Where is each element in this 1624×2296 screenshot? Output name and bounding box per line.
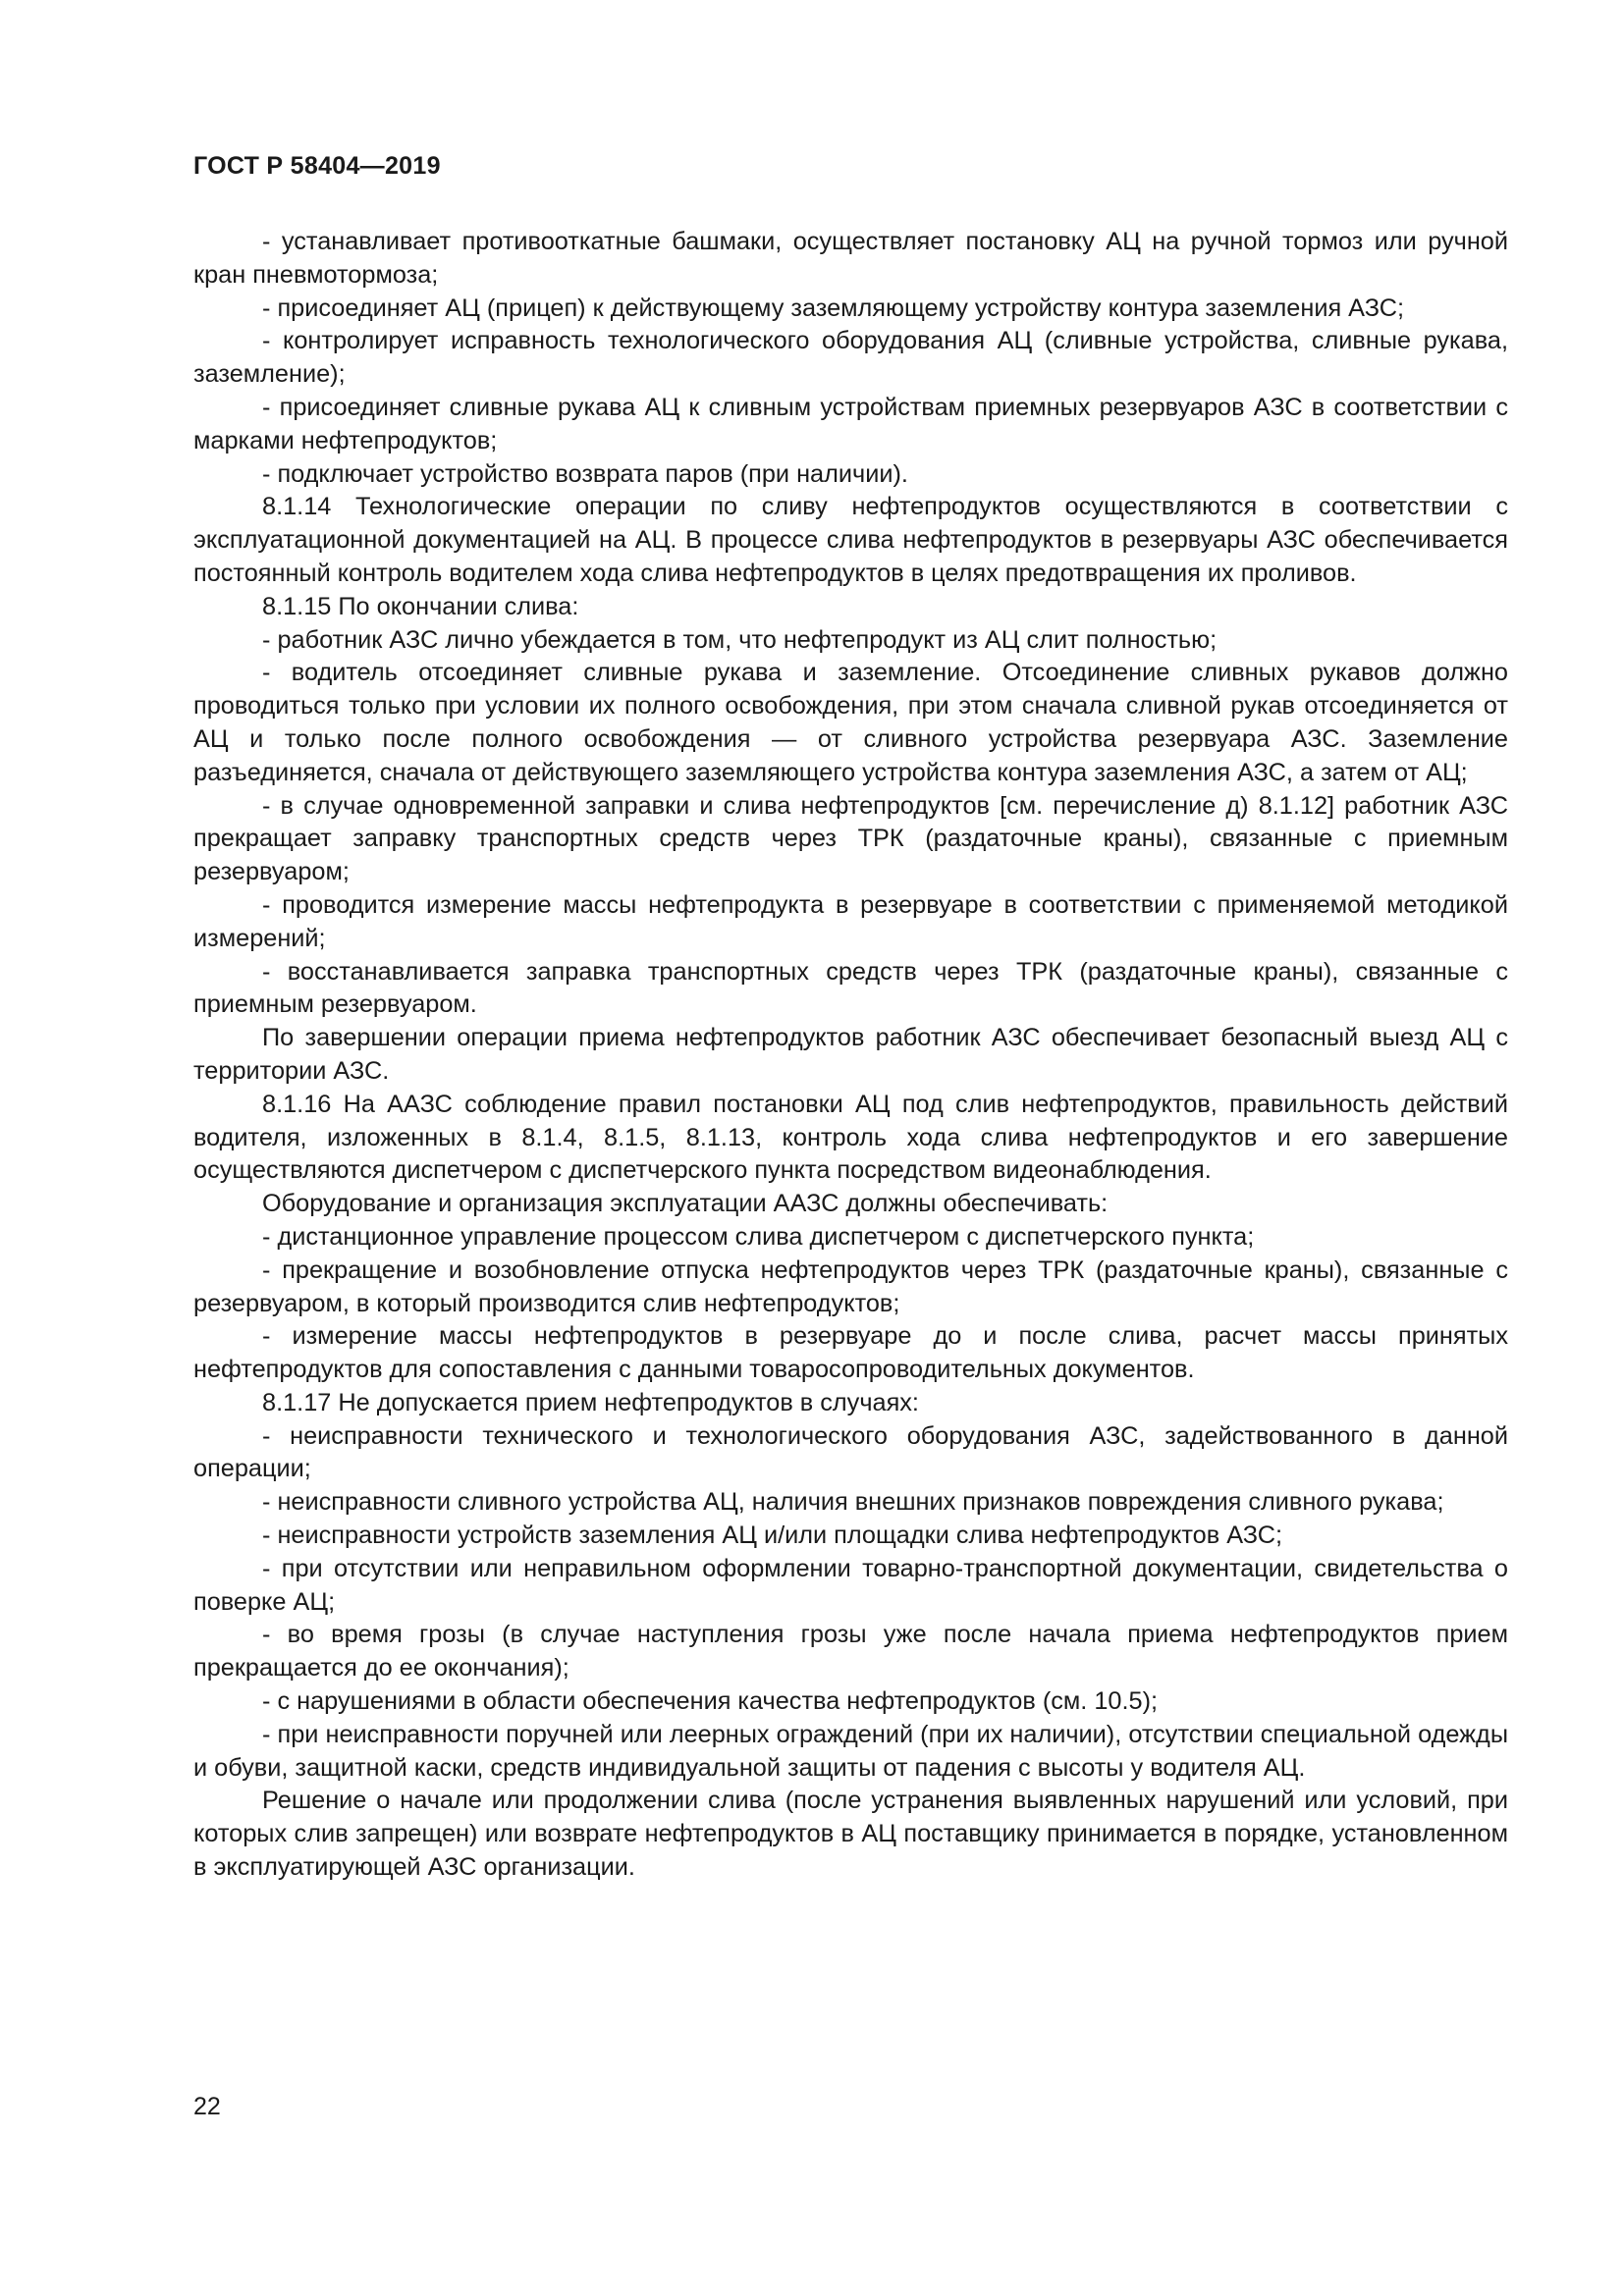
paragraph: - восстанавливается заправка транспортных средств через ТРК (раздаточные краны), связанные с приемным резервуаром. — [193, 957, 1508, 1019]
paragraph: По завершении операции приема нефтепродуктов работник АЗС обеспечивает безопасный выезд АЦ с территории АЗС. — [193, 1024, 1508, 1085]
paragraph: 8.1.15 По окончании слива: — [262, 592, 579, 620]
paragraph: - присоединяет АЦ (прицеп) к действующему заземляющему устройству контура заземления АЗС; — [262, 294, 1405, 322]
paragraph: Решение о начале или продолжении слива (после устранения выявленных нарушений или условий, при которых слив запрещен) или возврате нефтепродуктов в АЦ поставщику принимается в порядке, установленном в эксплуатирующей АЗС организации. — [193, 1787, 1508, 1882]
paragraph: - дистанционное управление процессом слива диспетчером с диспетчерского пункта; — [262, 1222, 1255, 1251]
paragraph: - при отсутствии или неправильном оформлении товарно-транспортной документации, свидетельства о поверке АЦ; — [193, 1554, 1508, 1616]
page-number: 22 — [193, 2093, 221, 2120]
paragraph: - во время грозы (в случае наступления грозы уже после начала приема нефтепродуктов прием прекращается до ее окончания); — [193, 1621, 1508, 1682]
document-header: ГОСТ Р 58404—2019 — [193, 152, 441, 180]
paragraph: 8.1.14 Технологические операции по сливу нефтепродуктов осуществляются в соответствии с эксплуатационной документацией на АЦ. В процессе слива нефтепродуктов в резервуары АЗС обеспечивается постоянный контроль водителем хода слива нефтепродуктов в целях предотвращения их проливов. — [193, 493, 1508, 587]
paragraph: - с нарушениями в области обеспечения качества нефтепродуктов (см. 10.5); — [262, 1687, 1159, 1716]
paragraph: - неисправности технического и технологического оборудования АЗС, задействованного в данной операции; — [193, 1421, 1508, 1483]
paragraph: - прекращение и возобновление отпуска нефтепродуктов через ТРК (раздаточные краны), связанные с резервуаром, в который производится слив нефтепродуктов; — [193, 1255, 1508, 1317]
paragraph: - подключает устройство возврата паров (при наличии). — [262, 459, 908, 488]
paragraph: - водитель отсоединяет сливные рукава и заземление. Отсоединение сливных рукавов должно проводиться только при условии их полного освобождения, при этом сначала сливной рукав отсоединяется от АЦ и только после полного освобождения — от сливного устройства резервуара АЗС. Заземление разъединяется, сначала от действующего заземляющего устройства контура заземления АЗС, а затем от АЦ; — [193, 659, 1508, 786]
paragraph: - проводится измерение массы нефтепродукта в резервуаре в соответствии с применяемой методикой измерений; — [193, 890, 1508, 952]
paragraph: - работник АЗС лично убеждается в том, что нефтепродукт из АЦ слит полностью; — [262, 625, 1218, 654]
paragraph: - неисправности сливного устройства АЦ, наличия внешних признаков повреждения сливного рукава; — [262, 1488, 1444, 1517]
paragraph: - контролирует исправность технологического оборудования АЦ (сливные устройства, сливные рукава, заземление); — [193, 327, 1508, 389]
paragraph: 8.1.16 На ААЗС соблюдение правил постановки АЦ под слив нефтепродуктов, правильность действий водителя, изложенных в 8.1.4, 8.1.5, 8.1.13, контроль хода слива нефтепродуктов и его завершение осуществляются диспетчером с диспетчерского пункта посредством видеонаблюдения. — [193, 1090, 1508, 1185]
paragraph: - присоединяет сливные рукава АЦ к сливным устройствам приемных резервуаров АЗС в соответствии с марками нефтепродуктов; — [193, 393, 1508, 454]
paragraph: - при неисправности поручней или леерных ограждений (при их наличии), отсутствии специальной одежды и обуви, защитной каски, средств индивидуальной защиты от падения с высоты у водителя АЦ. — [193, 1720, 1508, 1782]
paragraph: - измерение массы нефтепродуктов в резервуаре до и после слива, расчет массы принятых нефтепродуктов для сопоставления с данными товаросопроводительных документов. — [193, 1322, 1508, 1384]
paragraph: - в случае одновременной заправки и слива нефтепродуктов [см. перечисление д) 8.1.12] работник АЗС прекращает заправку транспортных средств через ТРК (раздаточные краны), связанные с приемным резервуаром; — [193, 791, 1508, 886]
document-body — [193, 226, 1508, 1885]
paragraph: - устанавливает противооткатные башмаки, осуществляет постановку АЦ на ручной тормоз или ручной кран пневмотормоза; — [193, 228, 1508, 289]
paragraph: 8.1.17 Не допускается прием нефтепродуктов в случаях: — [262, 1388, 919, 1416]
paragraph: Оборудование и организация эксплуатации ААЗС должны обеспечивать: — [262, 1190, 1109, 1218]
paragraph: - неисправности устройств заземления АЦ и/или площадки слива нефтепродуктов АЗС; — [262, 1522, 1283, 1550]
